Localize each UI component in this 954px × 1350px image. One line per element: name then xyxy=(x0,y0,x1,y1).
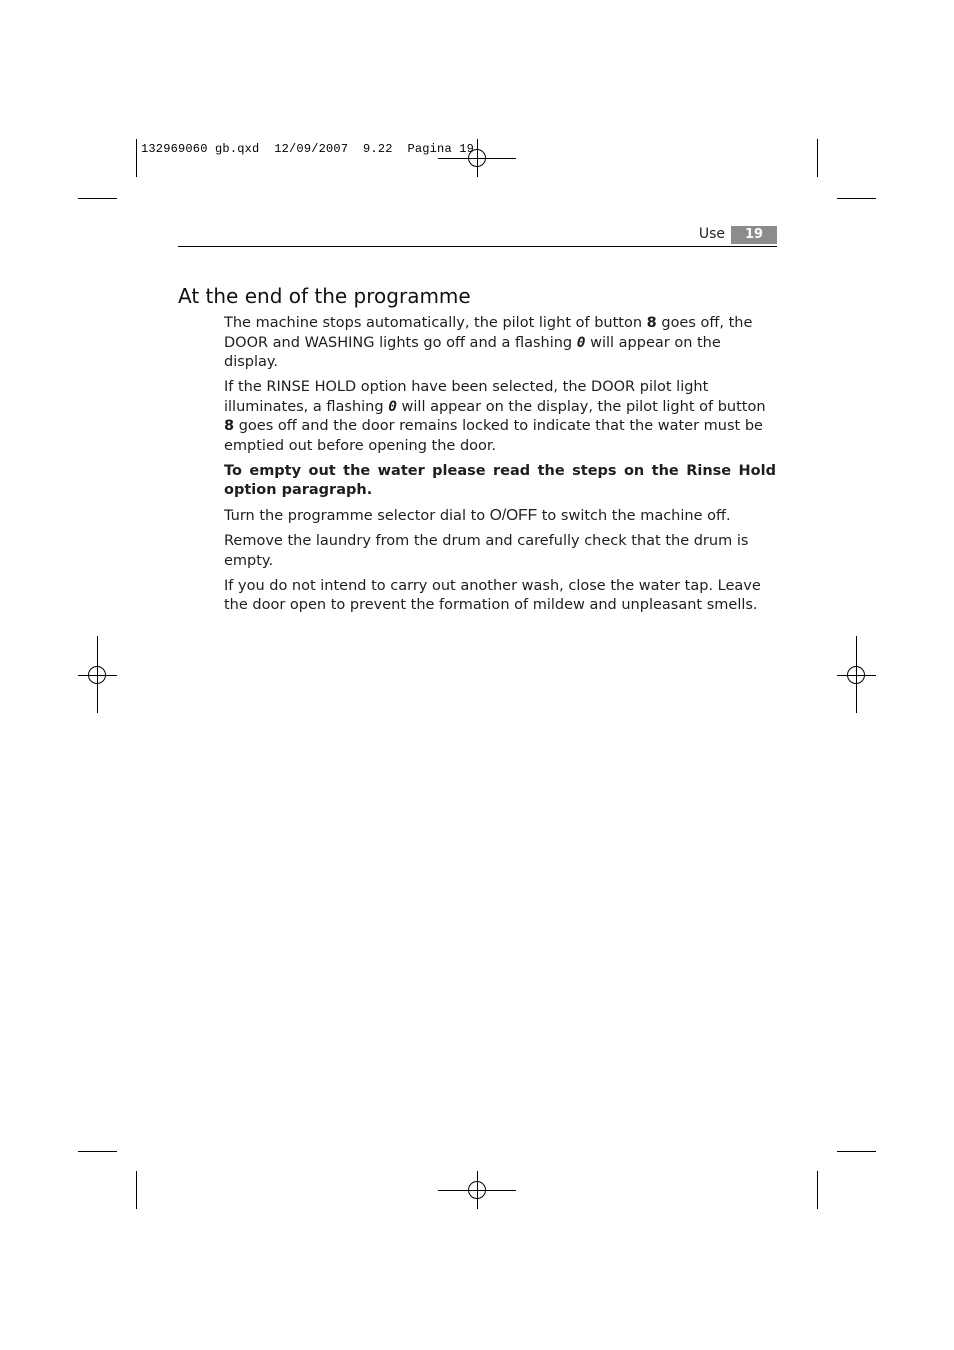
page-title: At the end of the programme xyxy=(178,284,471,308)
text-run: Turn the programme selector dial to xyxy=(224,508,490,524)
section-label: Use xyxy=(698,226,725,242)
display-digit: 0 xyxy=(388,398,397,415)
paragraph-close-tap: If you do not intend to carry out another wash, close the water tap. Leave the door open to prevent the formation of mildew and unpleasant smells. xyxy=(224,577,761,613)
paragraph-switch-off xyxy=(224,506,776,527)
text-run: goes off and the door remains locked to indicate that the water must be emptied out before opening the door. xyxy=(224,418,763,454)
text-run: goes off, the DOOR and WASHING lights go off and a flashing xyxy=(224,315,753,351)
header-rule xyxy=(178,246,777,247)
display-digit: 0 xyxy=(576,334,586,351)
text-run: will appear on the display. xyxy=(224,334,721,370)
print-meta: 132969060 gb.qxd 12/09/2007 9.22 Pagina 19 xyxy=(141,142,475,156)
paragraph-end-of-programme xyxy=(224,314,776,373)
text-run: If the RINSE HOLD option have been selected, the DOOR pilot light illuminates, a flashing xyxy=(224,379,709,415)
paragraph-rinse-hold xyxy=(224,378,776,456)
body-text xyxy=(224,314,776,621)
text-run: will appear on the display, the pilot light of button xyxy=(396,398,766,415)
dial-position: O/OFF xyxy=(489,507,538,524)
paragraph-remove-laundry: Remove the laundry from the drum and carefully check that the drum is empty. xyxy=(224,533,749,569)
button-number: 8 xyxy=(224,418,235,434)
text-run: The machine stops automatically, the pilot light of button xyxy=(224,315,647,331)
page-header xyxy=(178,225,777,247)
page-number: 19 xyxy=(731,226,777,244)
text-run: to switch the machine off. xyxy=(537,508,731,524)
button-number: 8 xyxy=(646,315,657,331)
paragraph-empty-water-note: To empty out the water please read the steps on the Rinse Hold option paragraph. xyxy=(224,462,776,498)
